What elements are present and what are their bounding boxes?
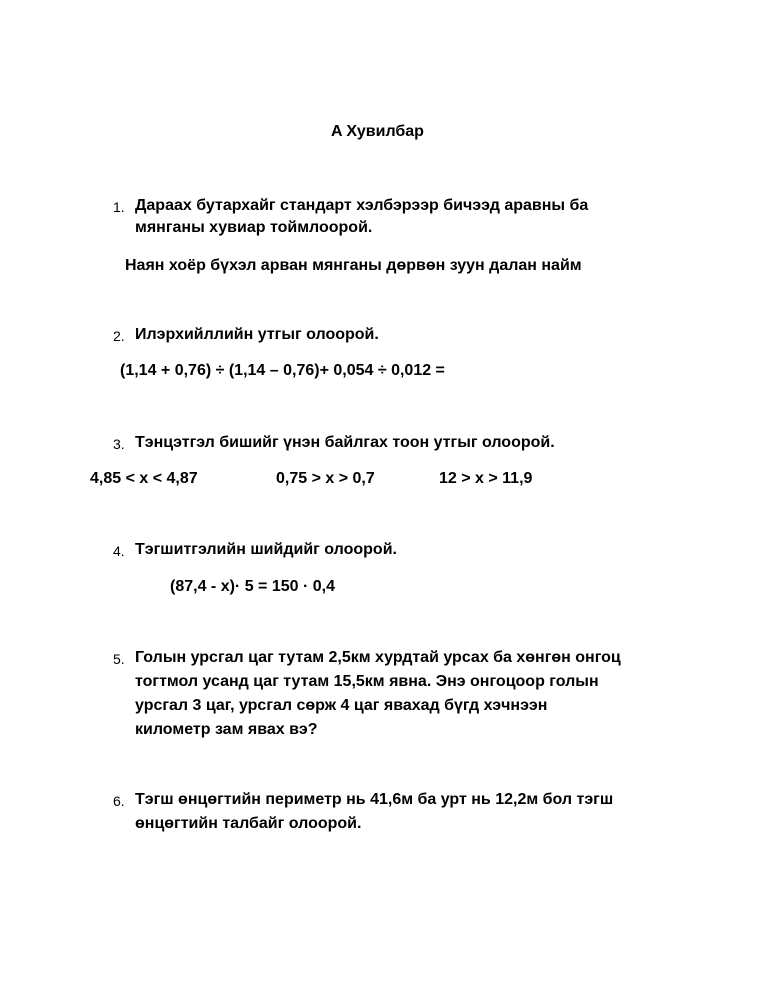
problem-1-number: 1. [113, 199, 125, 215]
problem-3-inequality-1: 4,85 < x < 4,87 [90, 470, 198, 487]
problem-5-number: 5. [113, 651, 125, 667]
problem-5-text-line-2: тогтмол усанд цаг тутам 15,5км явна. Энэ онгоцоор голын [135, 673, 599, 690]
page-title: A Хувилбар [331, 123, 424, 140]
problem-1-text-line-1: Дараах бутархайг стандарт хэлбэрээр бичээд аравны ба [135, 197, 589, 214]
problem-5-text-line-1: Голын урсгал цаг тутам 2,5км хурдтай урсах ба хөнгөн онгоц [135, 649, 621, 666]
problem-6-text-line-2: өнцөгтийн талбайг олоорой. [135, 815, 362, 832]
problem-6-text-line-1: Тэгш өнцөгтийн периметр нь 41,6м ба урт нь 12,2м бол тэгш [135, 791, 614, 808]
problem-5-text-line-4: километр зам явах вэ? [135, 721, 318, 738]
problem-6-number: 6. [113, 793, 125, 809]
problem-3-inequality-2: 0,75 > x > 0,7 [276, 470, 375, 487]
problem-3-inequality-3: 12 > x > 11,9 [439, 470, 533, 487]
problem-4-text-line-1: Тэгшитгэлийн шийдийг олоорой. [135, 541, 397, 558]
problem-1-text-line-2: мянганы хувиар тоймлоорой. [135, 219, 373, 236]
problem-4-equation: (87,4 - x)· 5 = 150 · 0,4 [170, 578, 335, 595]
problem-5-text-line-3: урсгал 3 цаг, урсгал сөрж 4 цаг явахад бүгд хэчнээн [135, 697, 548, 714]
problem-2-text-line-1: Илэрхийллийн утгыг олоорой. [135, 326, 379, 343]
problem-4-number: 4. [113, 543, 125, 559]
problem-1-content: Наян хоёр бүхэл арван мянганы дөрвөн зуун далан найм [125, 257, 582, 274]
problem-3-text-line-1: Тэнцэтгэл бишийг үнэн байлгах тоон утгыг олоорой. [135, 434, 555, 451]
problem-2-number: 2. [113, 328, 125, 344]
problem-3-number: 3. [113, 436, 125, 452]
problem-2-expression: (1,14 + 0,76) ÷ (1,14 – 0,76)+ 0,054 ÷ 0,012 = [120, 362, 445, 379]
